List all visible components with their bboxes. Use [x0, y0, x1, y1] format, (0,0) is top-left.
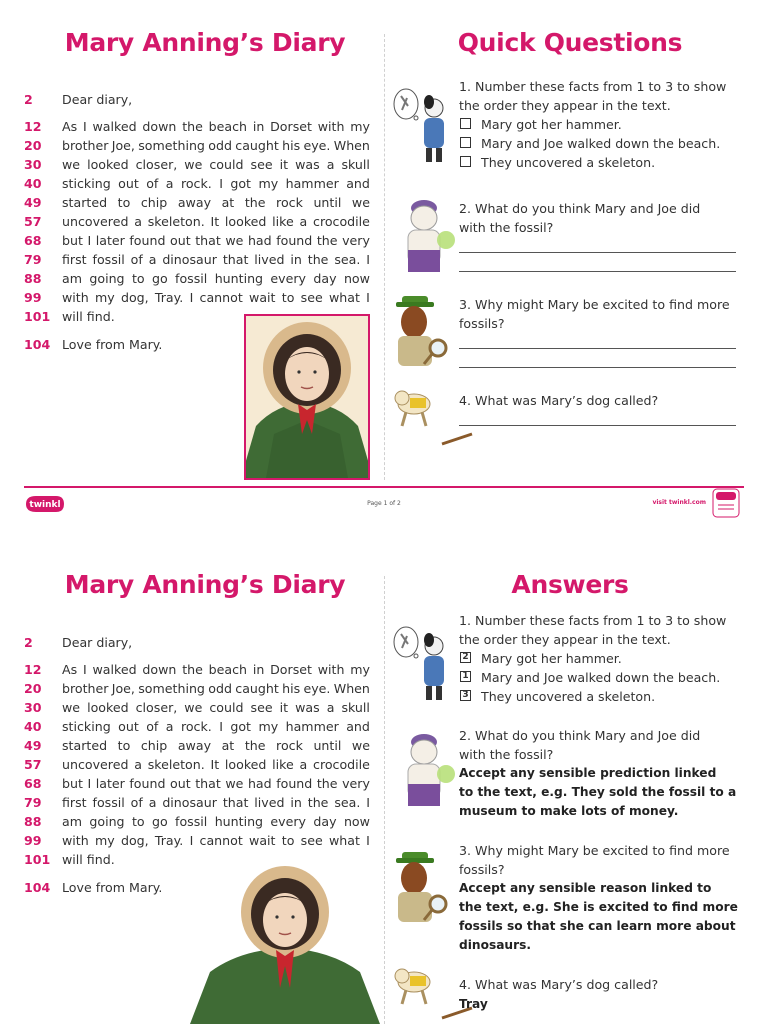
diary-line: 99 with my dog, Tray. I cannot wait to see what I — [24, 290, 370, 305]
question-4: 4. What was Mary’s dog called? — [459, 393, 659, 408]
detective-dog-character — [392, 846, 454, 930]
checkbox[interactable] — [460, 137, 471, 148]
q1-option[interactable]: Mary and Joe walked down the beach. — [459, 134, 749, 153]
diary-line: 30 we looked closer, we could see it was a skull — [24, 157, 370, 172]
diary-line: 79 first fossil of a dinosaur that lived in the sea. I — [24, 795, 370, 810]
diary-line: 12 As I walked down the beach in Dorset with my — [24, 119, 370, 134]
scientist-character — [398, 194, 458, 278]
q1-option: 3 They uncovered a skeleton. — [459, 687, 749, 706]
diary-line: 2 Dear diary, — [24, 92, 133, 107]
q1-option[interactable]: Mary got her hammer. — [459, 115, 749, 134]
mary-anning-portrait — [190, 864, 380, 1024]
diary-line: 88 am going to go fossil hunting every day now — [24, 814, 370, 829]
diary-line: 20 brother Joe, something odd caught his eye. When — [24, 681, 370, 696]
answer-line[interactable] — [459, 271, 736, 272]
question-3: 3. Why might Mary be excited to find more fossils? — [459, 843, 730, 877]
quick-questions-title: Quick Questions — [457, 28, 683, 57]
diary-line: 2 Dear diary, — [24, 635, 133, 650]
diary-line: 12 As I walked down the beach in Dorset with my — [24, 662, 370, 677]
diary-line: 40 sticking out of a rock. I got my hammer and — [24, 176, 370, 191]
question-1: 1. Number these facts from 1 to 3 to show the order they appear in the text. — [459, 79, 727, 113]
diary-line: 20 brother Joe, something odd caught his eye. When — [24, 138, 370, 153]
q1-option: 2 Mary got her hammer. — [459, 649, 749, 668]
answer-number: 2 — [460, 652, 471, 663]
diary-line: 88 am going to go fossil hunting every day now — [24, 271, 370, 286]
diary-line: 49 started to chip away at the rock until we — [24, 738, 370, 753]
question-4: 4. What was Mary’s dog called? — [459, 977, 659, 992]
diary-line: 68 but I later found out that we had found the very — [24, 233, 370, 248]
question-3: 3. Why might Mary be excited to find more fossils? — [459, 297, 730, 331]
answers-title: Answers — [511, 570, 629, 599]
answer-2: Accept any sensible prediction linked to the text, e.g. They sold the fossil to a museum to make lots of money. — [459, 766, 737, 818]
question-2: 2. What do you think Mary and Joe did with the fossil? — [459, 201, 701, 235]
twinkl-badge-icon — [712, 488, 740, 518]
diary-line: 104 Love from Mary. — [24, 880, 163, 895]
column-divider — [384, 576, 385, 1024]
diary-title: Mary Anning’s Diary — [64, 570, 346, 599]
visit-link[interactable]: visit twinkl.com — [652, 499, 706, 506]
footer-rule — [24, 486, 744, 488]
question-1: 1. Number these facts from 1 to 3 to show the order they appear in the text. — [459, 613, 727, 647]
diary-line: 57 uncovered a skeleton. It looked like a crocodile — [24, 757, 370, 772]
diary-line: 57 uncovered a skeleton. It looked like a crocodile — [24, 214, 370, 229]
diary-line: 79 first fossil of a dinosaur that lived in the sea. I — [24, 252, 370, 267]
answer-line[interactable] — [459, 425, 736, 426]
diary-line: 68 but I later found out that we had found the very — [24, 776, 370, 791]
diary-line: 101 will find. — [24, 309, 115, 324]
thought-bubble-character — [390, 626, 452, 710]
answer-number: 3 — [460, 690, 471, 701]
checkbox[interactable] — [460, 156, 471, 167]
answer-4: Tray — [459, 997, 488, 1011]
answer-3: Accept any sensible reason linked to the text, e.g. She is excited to find more fossils so that she can learn more about dinosaurs. — [459, 881, 738, 952]
answer-line[interactable] — [459, 348, 736, 349]
column-divider — [384, 34, 385, 480]
question-2: 2. What do you think Mary and Joe did with the fossil? — [459, 728, 701, 762]
mary-anning-portrait — [244, 314, 370, 480]
worksheet-page-2 — [0, 542, 768, 1024]
answer-number: 1 — [460, 671, 471, 682]
logo-text: twinkl — [29, 500, 61, 510]
answer-line[interactable] — [459, 252, 736, 253]
diary-title: Mary Anning’s Diary — [64, 28, 346, 57]
diary-line: 99 with my dog, Tray. I cannot wait to see what I — [24, 833, 370, 848]
detective-dog-character — [392, 290, 454, 374]
q1-option: 1 Mary and Joe walked down the beach. — [459, 668, 749, 687]
diary-line: 40 sticking out of a rock. I got my hammer and — [24, 719, 370, 734]
diary-line: 49 started to chip away at the rock until we — [24, 195, 370, 210]
diary-line: 104 Love from Mary. — [24, 337, 163, 352]
scientist-character — [398, 728, 458, 812]
checkbox[interactable] — [460, 118, 471, 129]
page-number: Page 1 of 2 — [367, 500, 401, 507]
thought-bubble-character — [390, 88, 452, 172]
answer-line[interactable] — [459, 367, 736, 368]
q1-option[interactable]: They uncovered a skeleton. — [459, 153, 749, 172]
diary-line: 30 we looked closer, we could see it was a skull — [24, 700, 370, 715]
diary-line: 101 will find. — [24, 852, 115, 867]
